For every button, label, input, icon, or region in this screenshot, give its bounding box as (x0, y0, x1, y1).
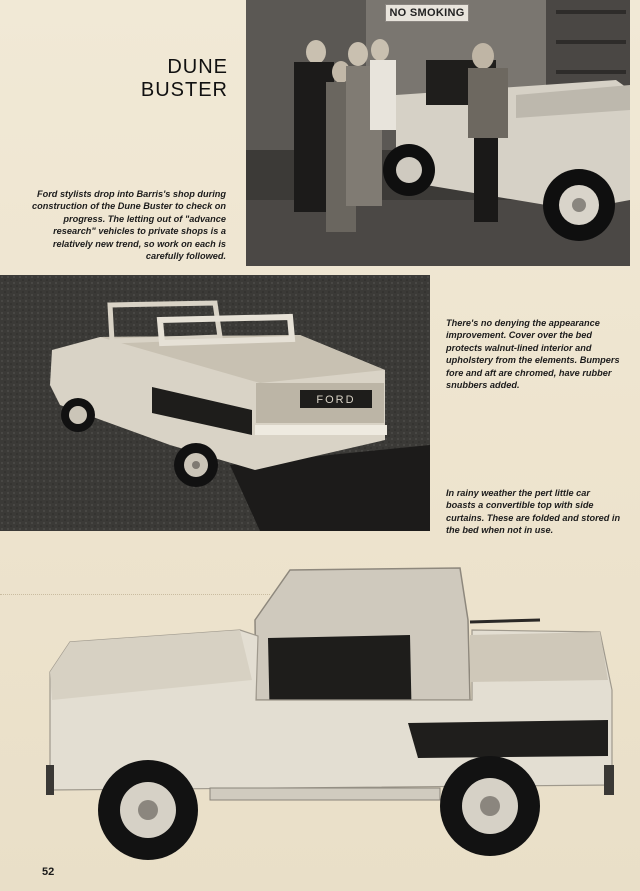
tailgate-badge: FORD (316, 394, 356, 406)
shop-caption: Ford stylists drop into Barris's shop during construction of the Dune Buster to check on progress. The letting out of "advance research" vehicles to private shops is a relatively new trend, so work on each is carefully followed. (32, 189, 226, 262)
page-number: 52 (42, 866, 55, 878)
side-view-drawing (40, 560, 620, 860)
rear-view-photo (0, 275, 430, 531)
side-view-photo (40, 560, 620, 860)
convertible-top-caption: In rainy weather the pert little car boasts a convertible top with side curtains. These are folded and stored in the bed when not in use. (446, 488, 621, 536)
rear-view-drawing (0, 275, 430, 531)
title-line-1: DUNE (167, 56, 228, 78)
title-line-2: BUSTER (140, 79, 228, 101)
shop-photo-drawing (246, 0, 630, 266)
no-smoking-sign: NO SMOKING (385, 4, 469, 22)
appearance-caption: There's no denying the appearance improvement. Cover over the bed protects walnut-lined interior and upholstery from the elements. Bumpers fore and aft are chromed, have rubber snubbers added. (446, 318, 620, 391)
shop-photo (246, 0, 630, 266)
article-title (112, 56, 228, 102)
